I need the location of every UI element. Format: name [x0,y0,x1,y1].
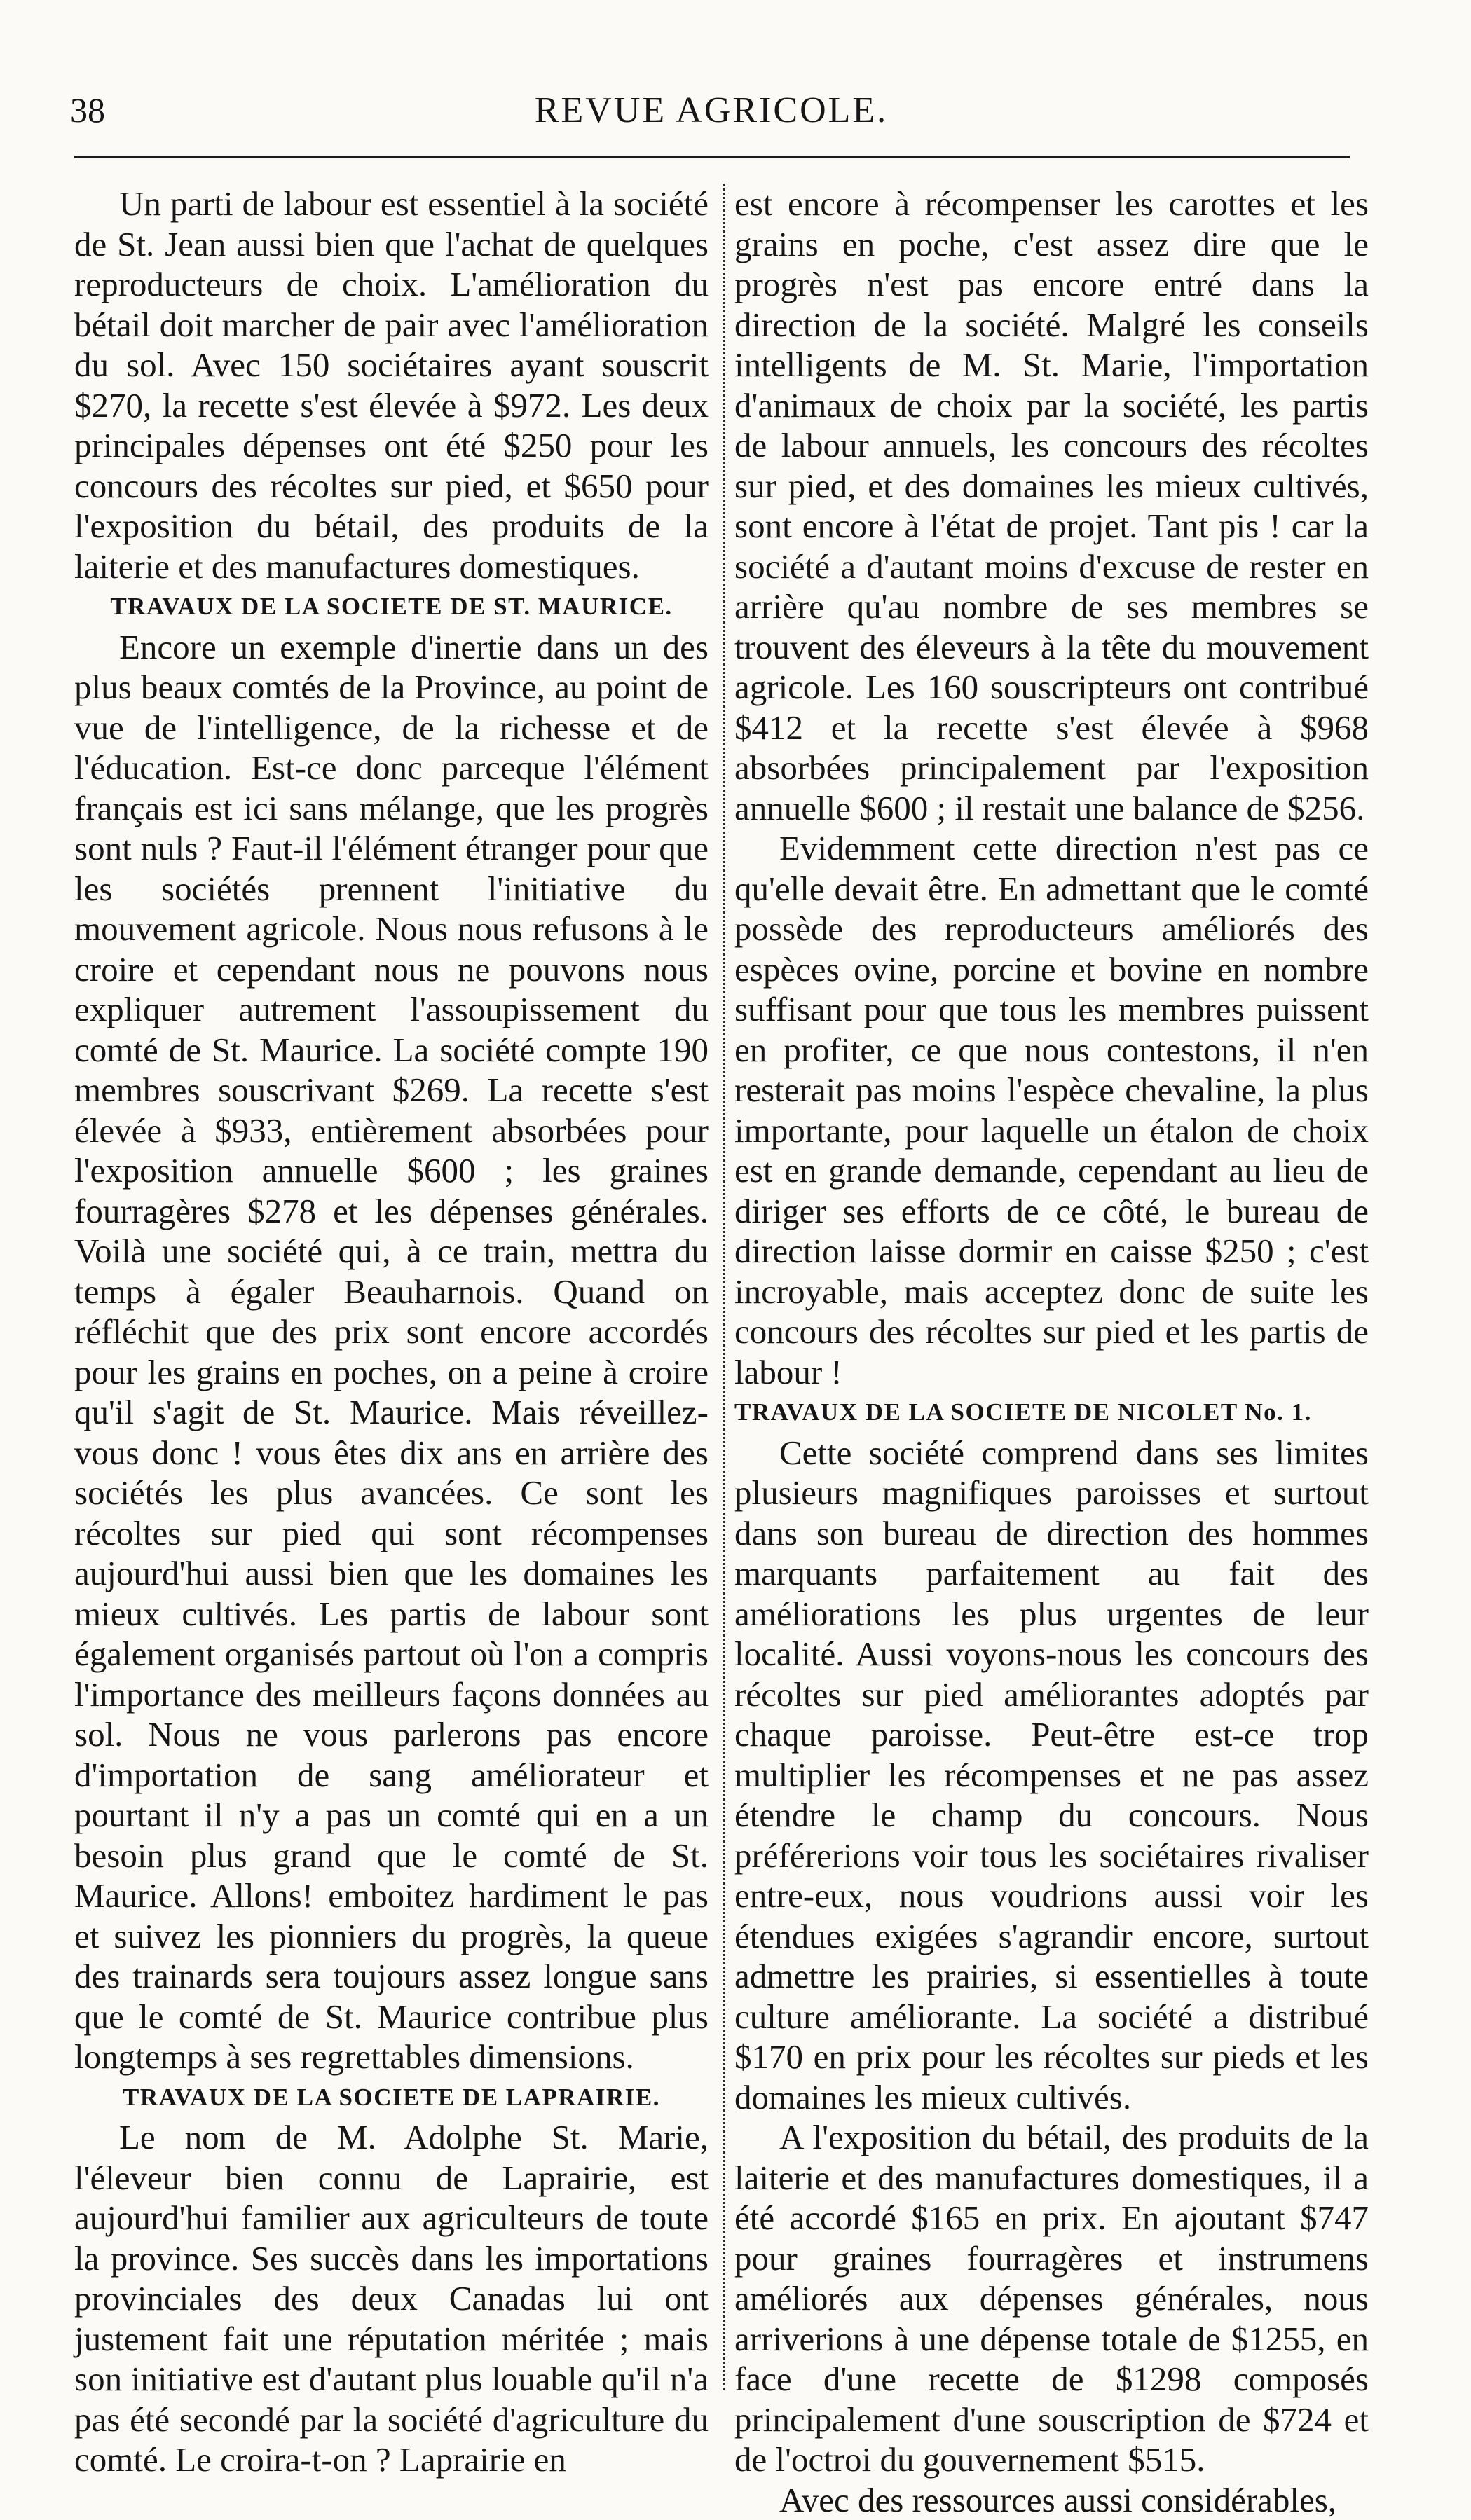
section-heading-st-maurice: TRAVAUX DE LA SOCIETE DE ST. MAURICE. [74,586,709,627]
column-divider [723,184,725,2390]
paragraph: Le nom de M. Adolphe St. Marie, l'éleveur bien connu de Laprairie, est aujourd'hui familier aux agriculteurs de toute la province. Ses succès dans les importations provinciales des deux Canadas lui ont justement fait une réputation méritée ; mais son initiative est d'autant plus louable qu'il n'a pas été secondé par la société d'agriculture du comté. Le croira-t-on ? Laprairie en [74,2117,709,2480]
header-rule [74,156,1350,158]
section-heading-laprairie: TRAVAUX DE LA SOCIETE DE LAPRAIRIE. [74,2077,709,2118]
paragraph: est encore à récompenser les carottes et les grains en poche, c'est assez dire que le progrès n'est pas encore entré dans la direction de la société. Malgré les conseils intelligents de M. St. Marie, l'importation d'animaux de choix par la société, les partis de labour annuels, les concours des récoltes sur pied, et des domaines les mieux cultivés, sont encore à l'état de projet. Tant pis ! car la société a d'autant moins d'excuse de rester en arrière qu'au nombre de ses membres se trouvent des éleveurs à la tête du mouvement agricole. Les 160 souscripteurs ont contribué $412 et la recette s'est élevée à $968 absorbées principalement par l'exposition annuelle $600 ; il restait une balance de $256. [734,184,1369,828]
paragraph: A l'exposition du bétail, des produits de la laiterie et des manufactures domestiques, il a été accordé $165 en prix. En ajoutant $747 pour graines fourragères et instrumens améliorés aux dépenses générales, nous arriverions à une dépense totale de $1255, en face d'une recette de $1298 composés principalement d'une souscription de $724 et de l'octroi du gouvernement $515. [734,2117,1369,2480]
running-title: REVUE AGRICOLE. [70,90,1353,131]
page-number: 38 [70,90,105,130]
paragraph: Un parti de labour est essentiel à la société de St. Jean aussi bien que l'achat de quelques reproducteurs de choix. L'amélioration du bétail doit marcher de pair avec l'amélioration du sol. Avec 150 sociétaires ayant souscrit $270, la recette s'est élevée à $972. Les deux principales dépenses ont été $250 pour les concours des récoltes sur pied, et $650 pour l'exposition du bétail, des produits de la laiterie et des manufactures domestiques. [74,184,709,586]
paragraph: Encore un exemple d'inertie dans un des plus beaux comtés de la Province, au point de vue de l'intelligence, de la richesse et de l'éducation. Est-ce donc parceque l'élément français est ici sans mélange, que les progrès sont nuls ? Faut-il l'élément étranger pour que les sociétés prennent l'initiative du mouvement agricole. Nous nous refusons à le croire et cependant nous ne pouvons nous expliquer autrement l'assoupissement du comté de St. Maurice. La société compte 190 membres souscrivant $269. La recette s'est élevée à $933, entièrement absorbées pour l'exposition annuelle $600 ; les graines fourragères $278 et les dépenses générales. Voilà une société qui, à ce train, mettra du temps à égaler Beauharnois. Quand on réfléchit que des prix sont encore accordés pour les grains en poches, on a peine à croire qu'il s'agit de St. Maurice. Mais réveillez-vous donc ! vous êtes dix ans en arrière des sociétés les plus avancées. Ce sont les récoltes sur pied qui sont récompenses aujourd'hui aussi bien que les domaines les mieux cultivés. Les partis de labour sont également organisés partout où l'on a compris l'importance des meilleurs façons données au sol. Nous ne vous parlerons pas encore d'importation de sang améliorateur et pourtant il n'y a pas un comté qui en a un besoin plus grand que le comté de St. Maurice. Allons! emboitez hardiment le pas et suivez les pionniers du progrès, la queue des trainards sera toujours assez longue sans que le comté de St. Maurice contribue plus longtemps à ses regrettables dimensions. [74,627,709,2077]
section-heading-nicolet: TRAVAUX DE LA SOCIETE DE NICOLET No. 1. [734,1392,1369,1433]
paragraph: Cette société comprend dans ses limites plusieurs magnifiques paroisses et surtout dans son bureau de direction des hommes marquants parfaitement au fait des améliorations les plus urgentes de leur localité. Aussi voyons-nous les concours des récoltes sur pied améliorantes adoptés par chaque paroisse. Peut-être est-ce trop multiplier les récompenses et ne pas assez étendre le champ du concours. Nous préférerions voir tous les sociétaires rivaliser entre-eux, nous voudrions aussi voir les étendues exigées s'agrandir encore, surtout admettre les prairies, si essentielles à toute culture améliorante. La société a distribué $170 en prix pour les récoltes sur pieds et les domaines les mieux cultivés. [734,1433,1369,2118]
paragraph: Avec des ressources aussi considérables, [734,2480,1369,2520]
paragraph: Evidemment cette direction n'est pas ce qu'elle devait être. En admettant que le comté possède des reproducteurs améliorés des espèces ovine, porcine et bovine en nombre suffisant pour que tous les membres puissent en profiter, ce que nous contestons, il n'en resterait pas moins l'espèce chevaline, la plus importante, pour laquelle un étalon de choix est en grande demande, cependant au lieu de diriger ses efforts de ce côté, le bureau de direction laisse dormir en caisse $250 ; c'est incroyable, mais acceptez donc de suite les concours des récoltes sur pied et les partis de labour ! [734,828,1369,1392]
page-header [70,90,1353,146]
right-column [734,184,1369,2520]
left-column [74,184,709,2480]
